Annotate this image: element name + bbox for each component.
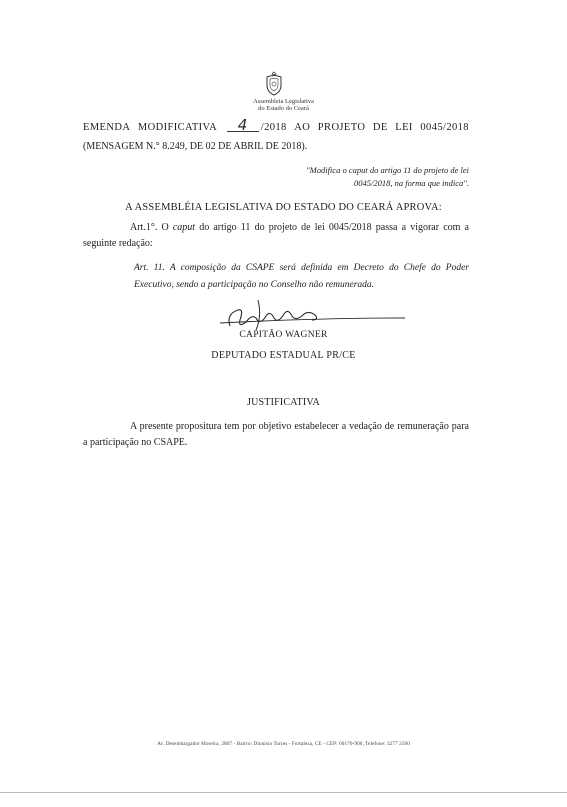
signatory-name: CAPITÃO WAGNER <box>239 330 328 340</box>
title-word-emenda: EMENDA <box>83 122 131 133</box>
enactment-clause: A ASSEMBLÉIA LEGISLATIVA DO ESTADO DO CEARÁ APROVA: <box>125 202 442 213</box>
justification-body: A presente propositura tem por objetivo estabelecer a vedação de remuneração para a participação no CSAPE. <box>83 421 469 448</box>
coat-of-arms-seal <box>263 71 285 97</box>
title-word-ao: AO <box>294 122 311 133</box>
amendment-number: 4 <box>227 119 259 132</box>
article-1 <box>83 220 469 251</box>
ementa-line1: "Modifica o caput do artigo 11 do projeto de lei <box>306 165 469 175</box>
amendment-title <box>83 116 469 134</box>
article-1-start: Art.1°. O <box>130 222 173 233</box>
page-bottom-border <box>0 792 567 793</box>
justification-heading: JUSTIFICATIVA <box>247 397 320 408</box>
title-word-de: DE <box>372 122 388 133</box>
amendment-year: /2018 <box>260 122 287 133</box>
new-article-text: Art. 11. A composição da CSAPE será definida em Decreto do Chefe do Poder Executivo, sendo a participação no Conselho não remunerada. <box>134 263 469 290</box>
bill-number: 0045/2018 <box>420 122 469 133</box>
title-number-group <box>225 116 287 134</box>
ementa-line2: 0045/2018, na forma que indica". <box>353 178 469 188</box>
article-1-rest: do artigo 11 do projeto de lei 0045/2018 passa a vigorar com a seguinte redação: <box>83 222 469 249</box>
institution-name-line2: do Estado do Ceará <box>258 105 309 112</box>
article-1-caput: caput <box>172 222 196 233</box>
message-reference: (MENSAGEM N.° 8.249, DE 02 DE ABRIL DE 2018). <box>83 141 308 152</box>
ementa <box>270 164 469 190</box>
title-word-lei: LEI <box>395 122 413 133</box>
signatory-role: DEPUTADO ESTADUAL PR/CE <box>211 350 356 361</box>
handwritten-signature <box>200 296 410 332</box>
page-footer-address: Av. Desembargador Moreira, 2807 - Bairro: Dionísio Torres - Fortaleza, CE - CEP: 60170-900, Telefone: 3277 2500 <box>157 741 410 747</box>
institution-name-line1: Assembleia Legislativa <box>253 98 314 105</box>
title-word-modificativa: MODIFICATIVA <box>137 122 218 133</box>
title-word-projeto: PROJETO <box>317 122 366 133</box>
